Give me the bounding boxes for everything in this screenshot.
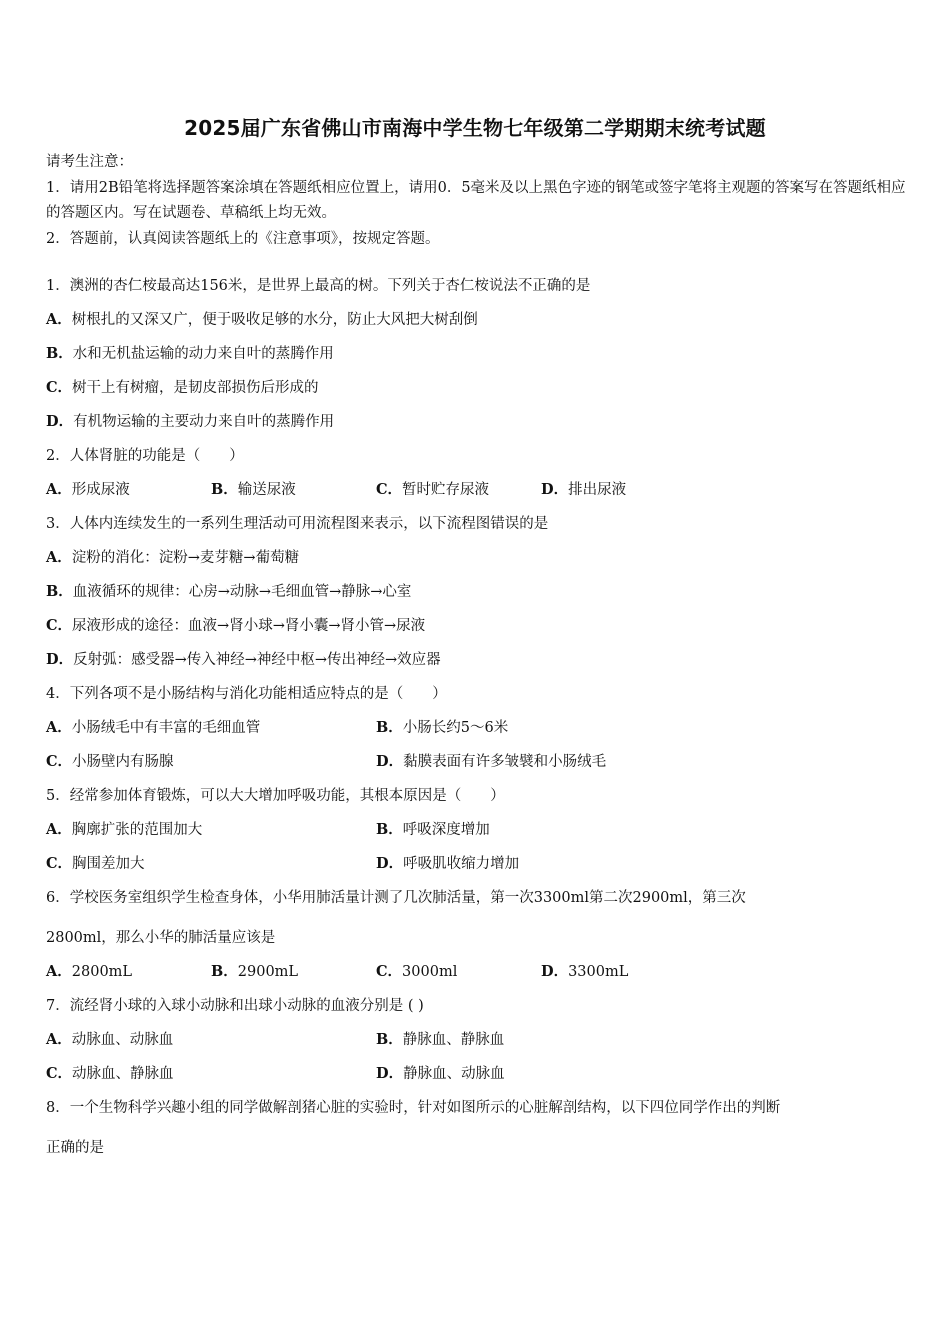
question-7-option-c xyxy=(46,1062,376,1086)
option-label: B． xyxy=(46,345,73,362)
exam-title: 2025届广东省佛山市南海中学生物七年级第二学期期末统考试题 xyxy=(184,116,766,140)
option-text: 水和无机盐运输的动力来自叶的蒸腾作用 xyxy=(72,346,334,362)
option-text: 输送尿液 xyxy=(237,482,296,498)
option-label: D． xyxy=(376,753,404,770)
question-6-option-c xyxy=(376,960,541,984)
option-label: C． xyxy=(376,963,403,980)
option-label: A． xyxy=(46,311,72,328)
option-text: 2900mL xyxy=(237,964,299,980)
option-text: 静脉血、动脉血 xyxy=(403,1066,505,1082)
option-text: 黏膜表面有许多皱襞和小肠绒毛 xyxy=(403,754,607,770)
question-4-stem: 4．下列各项不是小肠结构与消化功能相适应特点的是（ ） xyxy=(46,686,447,702)
question-7-options-row-2 xyxy=(46,1062,906,1096)
question-6-stem-continued: 2800ml，那么小华的肺活量应该是 xyxy=(46,930,276,946)
question-5-options-row-1 xyxy=(46,818,906,852)
question-3-option-d xyxy=(46,648,906,682)
question-2-option-b xyxy=(211,478,376,502)
option-text: 有机物运输的主要动力来自叶的蒸腾作用 xyxy=(73,414,335,430)
option-text: 小肠壁内有肠腺 xyxy=(72,754,174,770)
option-text: 3300mL xyxy=(568,964,629,980)
option-label: D． xyxy=(46,413,74,430)
option-text: 呼吸深度增加 xyxy=(402,822,490,838)
question-7-stem: 7．流经肾小球的入球小动脉和出球小动脉的血液分别是 ( ) xyxy=(46,998,424,1014)
option-label: D． xyxy=(541,481,569,498)
option-text: 形成尿液 xyxy=(71,482,130,498)
question-2-option-d xyxy=(541,478,706,502)
notice-section xyxy=(46,150,906,252)
question-6-stem: 6．学校医务室组织学生检查身体，小华用肺活量计测了几次肺活量，第一次3300ml第二次2900ml，第三次 xyxy=(46,890,746,906)
option-label: D． xyxy=(376,855,404,872)
option-label: A． xyxy=(46,549,72,566)
option-label: B． xyxy=(211,963,238,980)
question-5-option-d xyxy=(376,852,706,876)
option-text: 动脉血、动脉血 xyxy=(71,1032,174,1048)
notice-item-1: 1．请用2B铅笔将选择题答案涂填在答题纸相应位置上，请用0．5毫米及以上黑色字迹的钢笔或签字笔将主观题的答案写在答题纸相应的答题区内。写在试题卷、草稿纸上均无效。 xyxy=(46,179,906,221)
question-1-stem: 1．澳洲的杏仁桉最高达156米，是世界上最高的树。下列关于杏仁桉说法不正确的是 xyxy=(46,278,591,294)
option-label: A． xyxy=(46,1031,72,1048)
notice-heading: 请考生注意： xyxy=(46,154,133,170)
option-label: A． xyxy=(46,821,72,838)
question-8-stem: 8．一个生物科学兴趣小组的同学做解剖猪心脏的实验时，针对如图所示的心脏解剖结构，以下四位同学作出的判断 xyxy=(46,1100,781,1116)
option-text: 树干上有树瘤，是韧皮部损伤后形成的 xyxy=(72,380,319,396)
question-4-option-d xyxy=(376,750,706,774)
question-2-stem: 2．人体肾脏的功能是（ ） xyxy=(46,448,244,464)
option-label: C． xyxy=(376,481,403,498)
option-text: 尿液形成的途径：血液→肾小球→肾小囊→肾小管→尿液 xyxy=(72,618,426,634)
notice-item-2: 2．答题前，认真阅读答题纸上的《注意事项》，按规定答题。 xyxy=(46,230,440,247)
option-label: A． xyxy=(46,963,72,980)
question-1-option-a xyxy=(46,308,906,342)
question-5-options-row-2 xyxy=(46,852,906,886)
question-4-option-c xyxy=(46,750,376,774)
option-text: 小肠绒毛中有丰富的毛细血管 xyxy=(71,720,261,736)
question-5-option-b xyxy=(376,818,706,842)
option-label: B． xyxy=(376,1031,403,1048)
question-8-stem-continued: 正确的是 xyxy=(46,1140,104,1156)
option-label: B． xyxy=(376,821,403,838)
question-2-option-c xyxy=(376,478,541,502)
option-label: C． xyxy=(46,379,73,396)
question-5-option-a xyxy=(46,818,376,842)
option-label: B． xyxy=(376,719,403,736)
question-1-option-b xyxy=(46,342,906,376)
option-label: B． xyxy=(46,583,73,600)
option-text: 动脉血、静脉血 xyxy=(72,1066,174,1082)
question-2-option-a xyxy=(46,478,211,502)
question-6-option-a xyxy=(46,960,211,984)
option-label: D． xyxy=(46,651,74,668)
option-text: 血液循环的规律：心房→动脉→毛细血管→静脉→心室 xyxy=(72,584,412,600)
question-5-stem: 5．经常参加体育锻炼，可以大大增加呼吸功能，其根本原因是（ ） xyxy=(46,788,505,804)
question-6-options xyxy=(46,960,906,994)
option-text: 静脉血、静脉血 xyxy=(402,1032,505,1048)
option-text: 树根扎的又深又广，便于吸收足够的水分，防止大风把大树刮倒 xyxy=(71,312,478,328)
question-4-option-a xyxy=(46,716,376,740)
option-text: 淀粉的消化：淀粉→麦芽糖→葡萄糖 xyxy=(71,550,300,566)
option-label: C． xyxy=(46,753,73,770)
option-text: 胸围差加大 xyxy=(72,856,145,872)
option-text: 小肠长约5～6米 xyxy=(402,720,509,736)
option-label: D． xyxy=(541,963,569,980)
option-label: A． xyxy=(46,719,72,736)
question-7-option-a xyxy=(46,1028,376,1052)
question-3-stem: 3．人体内连续发生的一系列生理活动可用流程图来表示，以下流程图错误的是 xyxy=(46,516,549,532)
option-label: C． xyxy=(46,617,73,634)
question-7-options-row-1 xyxy=(46,1028,906,1062)
question-1-option-c xyxy=(46,376,906,410)
question-3-option-a xyxy=(46,546,906,580)
option-text: 反射弧：感受器→传入神经→神经中枢→传出神经→效应器 xyxy=(73,652,441,668)
option-text: 暂时贮存尿液 xyxy=(402,482,490,498)
question-4-options-row-2 xyxy=(46,750,906,784)
question-7-option-d xyxy=(376,1062,706,1086)
question-4-option-b xyxy=(376,716,706,740)
question-2-options xyxy=(46,478,906,512)
option-label: C． xyxy=(46,1065,73,1082)
question-6-option-d xyxy=(541,960,706,984)
option-text: 胸廓扩张的范围加大 xyxy=(71,822,203,838)
question-3-option-b xyxy=(46,580,906,614)
option-text: 3000ml xyxy=(402,964,458,980)
option-text: 排出尿液 xyxy=(568,482,627,498)
question-5-option-c xyxy=(46,852,376,876)
option-text: 2800mL xyxy=(71,964,133,980)
question-list xyxy=(46,274,906,1170)
question-7-option-b xyxy=(376,1028,706,1052)
option-label: B． xyxy=(211,481,238,498)
option-label: D． xyxy=(376,1065,404,1082)
question-4-options-row-1 xyxy=(46,716,906,750)
question-6-option-b xyxy=(211,960,376,984)
option-label: C． xyxy=(46,855,73,872)
question-3-option-c xyxy=(46,614,906,648)
question-1-option-d xyxy=(46,410,906,444)
option-label: A． xyxy=(46,481,72,498)
option-text: 呼吸肌收缩力增加 xyxy=(403,856,520,872)
